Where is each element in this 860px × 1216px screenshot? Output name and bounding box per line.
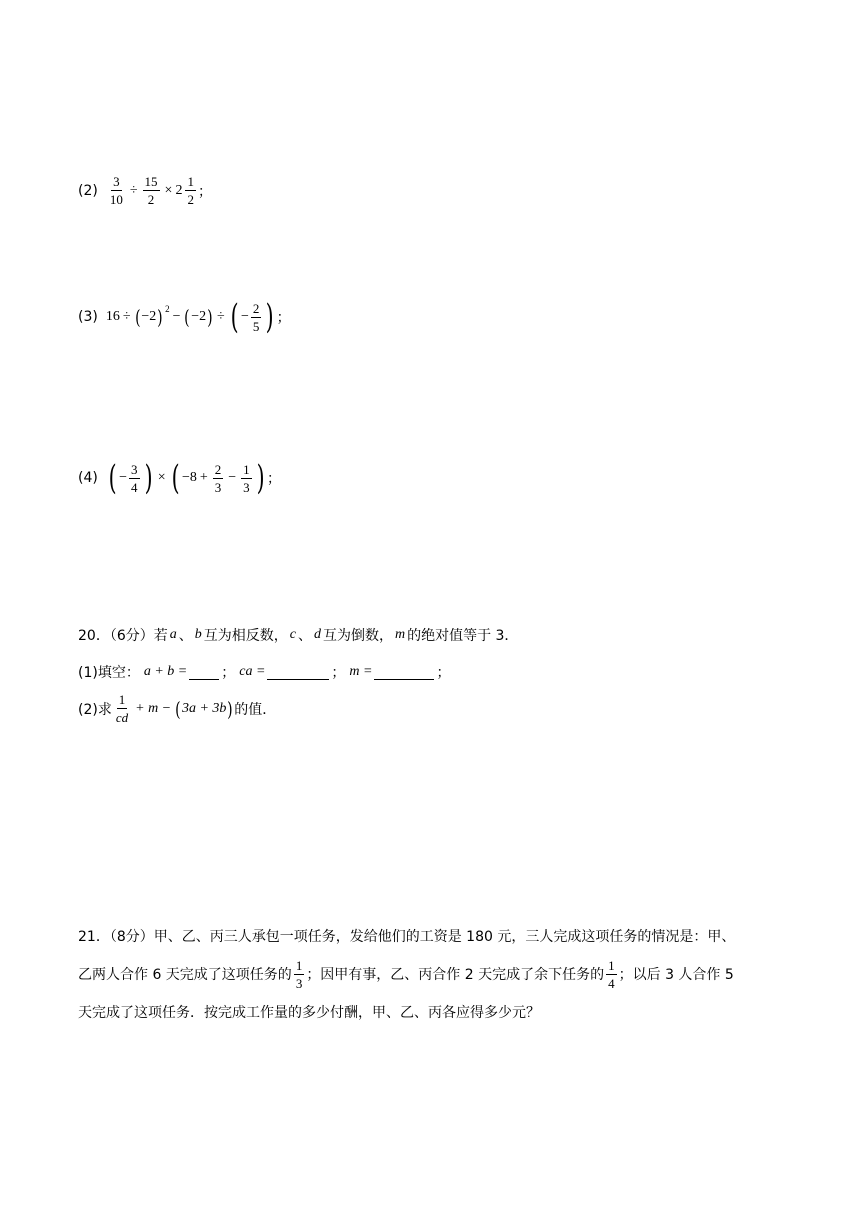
fraction: $\frac{1}{4}$ [608,957,615,991]
fraction: $\frac{1}{3}$ [295,957,303,991]
problem-label: (3) [78,309,98,325]
problem-label: (2) [78,182,98,199]
parenthesis: ( 3a + 3b ) [175,696,234,721]
answer-blank[interactable] [374,665,434,680]
fraction: $\frac{1}{cd}$ [115,692,129,725]
parenthesis: ( − $\frac{2}{5}$ ) [230,297,274,337]
fraction: $\frac{15}{2}$ [144,174,158,207]
problem-19-2: (2) $\frac{3}{10}$ ÷ $\frac{15}{2}$ × 2 $\frac{1}{2}$ ； [78,174,212,207]
problem-21 [78,917,778,1031]
problem-20-stem: 20．（6分）若 a 、 b 互为相反数， c 、 d 互为倒数， m 的绝对值等于 3． [78,627,519,644]
problem-label: (4) [78,470,98,486]
fraction: $\frac{3}{10}$ [109,174,123,207]
problem-19-3: (3) 16 ÷ ( −2 ) $^2$ − ( −2 ) ÷ ( − $\frac{2}{5}$ ) ； [78,297,291,337]
problem-21-line-3: 天完成了这项任务．按完成工作量的多少付酬，甲、乙、丙各应得多少元？ [78,1005,540,1021]
mixed-number: 2 $\frac{1}{2}$ [175,174,194,207]
problem-20-1: (1)填空： a + b = ； ca = ； m = ； [78,664,451,681]
parenthesis: ( − $\frac{3}{4}$ ) [108,458,153,498]
parenthesis: ( −2 ) [134,305,163,329]
parenthesis: ( −2 ) [184,305,213,329]
problem-21-line-1: 21．（8分）甲、乙、丙三人承包一项任务，发给他们的工资是 180 元，三人完成这项任务的情况是：甲、 [78,929,736,945]
answer-blank[interactable] [189,665,219,680]
problem-20-2: (2)求 $\frac{1}{cd}$ + m − ( 3a + 3b ) 的值． [78,692,277,725]
parenthesis: ( −8 + $\frac{2}{3}$ − $\frac{1}{3}$ ) [171,458,265,498]
answer-blank[interactable] [267,665,329,680]
problem-19-4: (4) ( − $\frac{3}{4}$ ) × ( −8 + $\frac{2}{3}$ − $\frac{1}{3}$ ) ； [78,458,281,498]
problem-21-line-2: 乙两人合作 6 天完成了这项任务的 $\frac{1}{3}$ ；因甲有事，乙、丙合作 2 天完成了余下任务的 $\frac{1}{4}$ ；以后 3 人合作 5 [78,957,734,991]
